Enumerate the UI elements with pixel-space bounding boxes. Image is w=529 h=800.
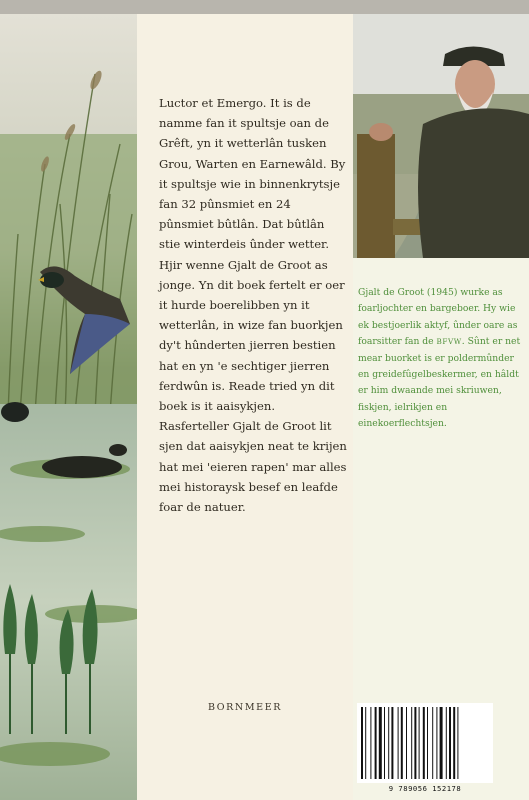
barcode-bar xyxy=(388,707,389,779)
barcode-bar xyxy=(419,707,420,779)
barcode-bar xyxy=(391,707,393,779)
barcode-bar xyxy=(423,707,425,779)
barcode-bar xyxy=(398,707,399,779)
bio-text-end: . Sûnt er net mear buorket is er poldermûnder en greidefûgelbeskermer, en hâldt er him dwaande mei skriuwen, fiskjen, ielrikjen en einekoerflechtsjen. xyxy=(358,336,521,430)
duck-marsh-painting xyxy=(0,14,137,800)
bio-text-start: Gjalt de Groot (1945) wurke as foarljochter en bargeboer. Hy wie ek bestjoerlik aktyf, ûnder oare as foarsitter fan de xyxy=(358,287,518,348)
barcode-bar xyxy=(449,707,451,779)
book-blurb: Luctor et Emergo. It is de namme fan it spultsje oan de Grêft, yn it wetterlân tusken Grou, Warten en Earnewâld. By it spultsje wie in binnenkrytsje fan 32 pûnsmiet en 24 pûnsmiet bûtlân. Dat bûtlân stie winterdeis ûnder wetter. Hjir wenne Gjalt de Groot as jonge. Yn dit boek fertelt er oer it hurde boerelibben yn it wetterlân, in wize fan buorkjen dy't hûnderten jierren bestien hat en yn 'e sechtiger jierren ferdwûn is. Reade tried yn dit boek is it aaisykjen. Rasferteller Gjalt de Groot lit sjen dat aaisykjen neat te krijen hat mei 'eieren rapen' mar alles mei historaysk besef en leafde foar de natuer. xyxy=(159,96,347,515)
barcode-bar xyxy=(436,707,437,779)
barcode xyxy=(357,703,493,783)
barcode-bar xyxy=(453,707,455,779)
barcode-bar xyxy=(411,707,412,779)
barcode-bar xyxy=(446,707,447,779)
barcode-bar xyxy=(414,707,416,779)
barcode-bar xyxy=(432,707,433,779)
barcode-bar xyxy=(440,707,443,779)
author-bio xyxy=(358,285,526,433)
barcode-bar xyxy=(375,707,377,779)
barcode-bar xyxy=(406,707,407,779)
barcode-bar xyxy=(370,707,371,779)
barcode-bar xyxy=(401,707,403,779)
top-edge xyxy=(0,0,529,14)
barcode-bar xyxy=(384,707,385,779)
barcode-bar xyxy=(457,707,458,779)
bio-organization: BFVW xyxy=(436,337,462,347)
publisher-name: BORNMEER xyxy=(208,702,282,713)
barcode-bar xyxy=(379,707,382,779)
barcode-bar xyxy=(427,707,428,779)
barcode-bar xyxy=(361,707,363,779)
isbn-number: 9 789056 152178 xyxy=(388,784,462,793)
author-photo xyxy=(353,14,529,258)
barcode-bar xyxy=(365,707,366,779)
